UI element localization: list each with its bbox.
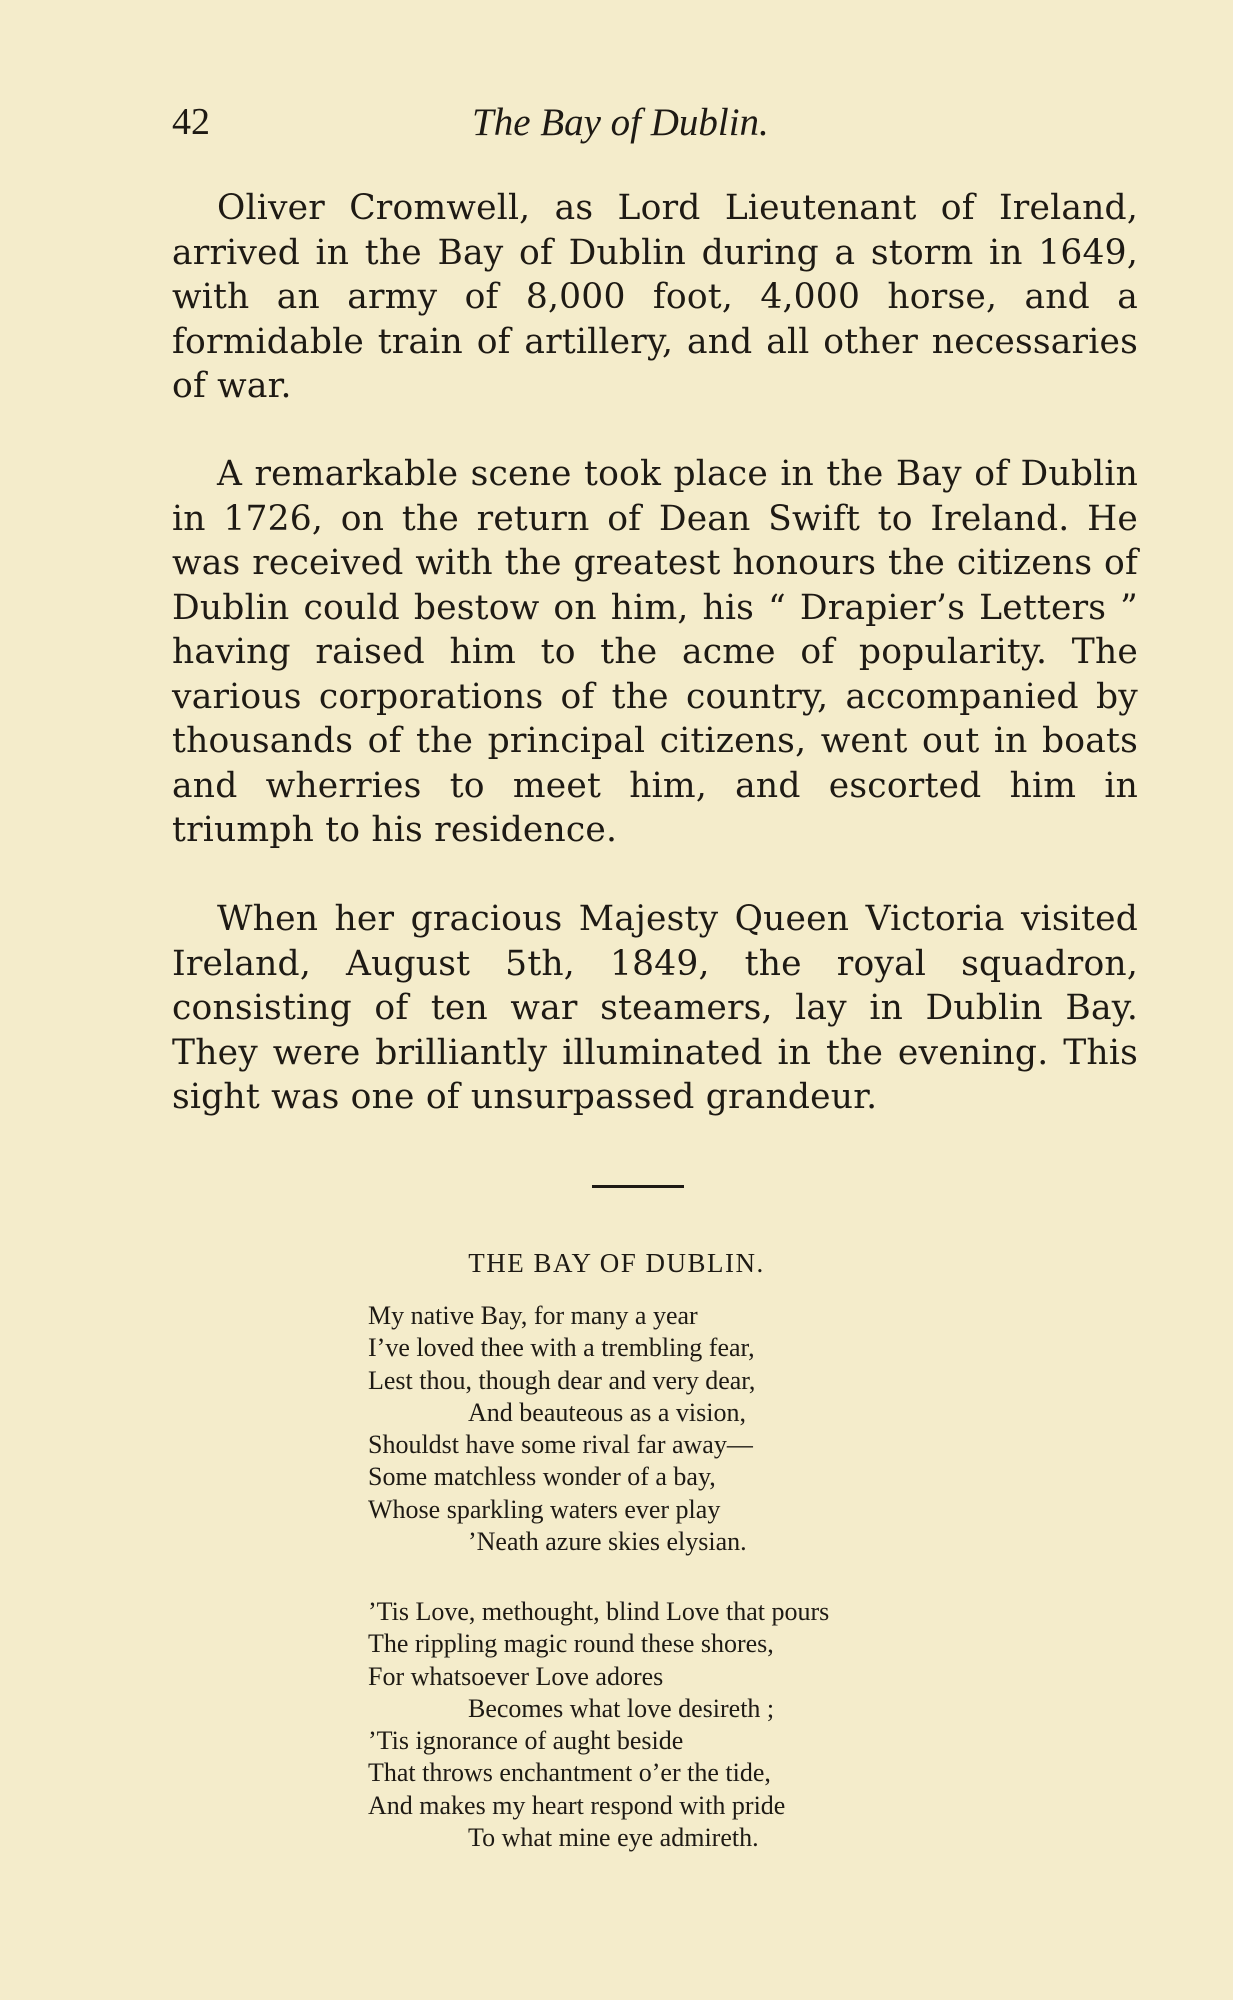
poem-line: My native Bay, for many a year xyxy=(368,1301,698,1330)
poem-line: ’Tis ignorance of aught beside xyxy=(368,1726,684,1756)
poem-line: Becomes what love desireth ; xyxy=(468,1693,775,1723)
poem-line: And makes my heart respond with pride xyxy=(368,1790,786,1820)
poem-line: Whose sparkling waters ever play xyxy=(368,1494,721,1524)
page-header xyxy=(172,100,1132,160)
poem-line: The rippling magic round these shores, xyxy=(368,1629,774,1659)
poem-line: That throws enchantment o’er the tide, xyxy=(368,1758,771,1788)
paragraph-victoria xyxy=(172,897,1138,1120)
poem-line: ’Tis Love, methought, blind Love that pours xyxy=(368,1597,830,1626)
poem-line: To what mine eye admireth. xyxy=(468,1823,759,1853)
poem-line: And beauteous as a vision, xyxy=(468,1397,747,1427)
poem-line: For whatsoever Love adores xyxy=(368,1661,664,1691)
page-number: 42 xyxy=(172,101,210,143)
paragraph-text: A remarkable scene took place in the Bay of Dublin in 1726, on the return of Dean Swift to Ireland. He was received with the greatest honours the citizens of Dublin could bestow on him, his “ Drapier’s Letters ” having raised him to the acme of popularity. The various corporations of the country, accompanied by thousands of the principal citizens, went out in boats and wherries to meet him, and escorted him in triumph to his residence. xyxy=(172,454,1138,850)
poem-line: ’Neath azure skies elysian. xyxy=(468,1527,747,1557)
section-divider xyxy=(592,1185,684,1188)
poem-title: THE BAY OF DUBLIN. xyxy=(468,1248,765,1278)
poem-line: I’ve loved thee with a trembling fear, xyxy=(368,1333,755,1363)
poem-stanza-2 xyxy=(368,1596,829,1854)
poem-line: Shouldst have some rival far away— xyxy=(368,1430,753,1460)
poem-line: Some matchless wonder of a bay, xyxy=(368,1462,716,1492)
paragraph-text: Oliver Cromwell, as Lord Lieutenant of Ireland, arrived in the Bay of Dublin during a storm in 1649, with an army of 8,000 foot, 4,000 horse, and a formidable train of artillery, and all other necessaries of war. xyxy=(172,188,1138,406)
running-title: The Bay of Dublin. xyxy=(472,101,769,144)
poem-stanza-1 xyxy=(368,1300,755,1558)
paragraph-text: When her gracious Majesty Queen Victoria visited Ireland, August 5th, 1849, the royal squadron, consisting of ten war steamers, lay in Dublin Bay. They were brilliantly illuminated in the evening. This sight was one of unsurpassed grandeur. xyxy=(172,899,1138,1117)
poem-line: Lest thou, though dear and very dear, xyxy=(368,1365,756,1395)
paragraph-cromwell xyxy=(172,186,1138,409)
paragraph-swift xyxy=(172,452,1138,853)
